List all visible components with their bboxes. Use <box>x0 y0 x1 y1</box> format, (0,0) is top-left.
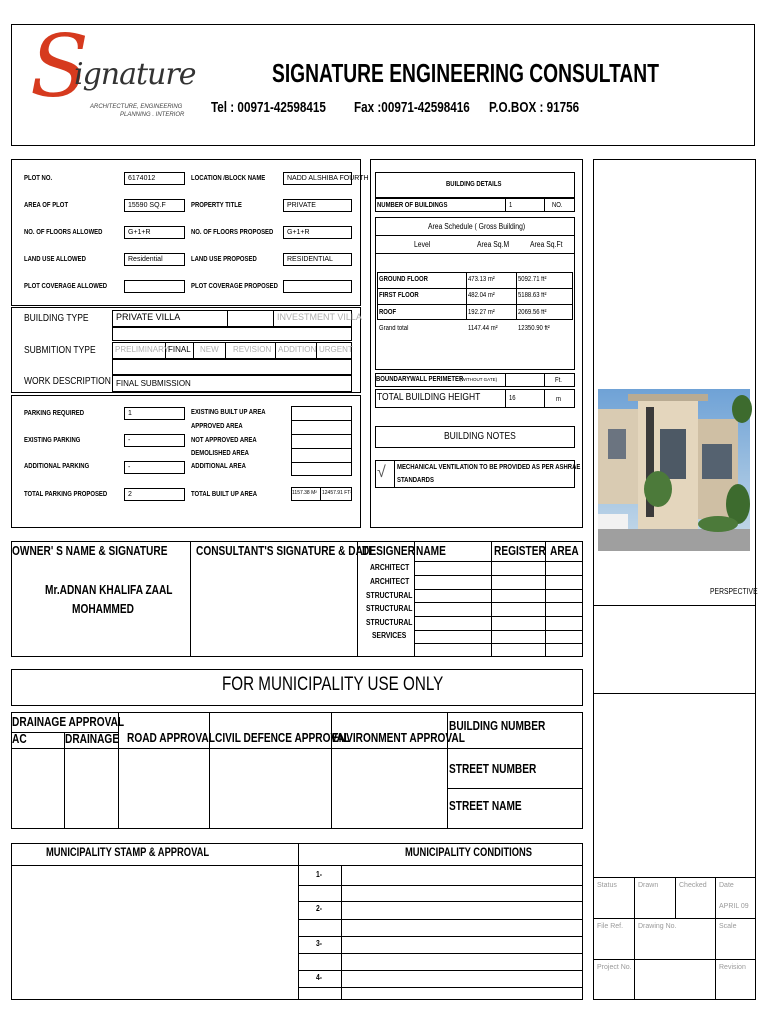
company-name: SIGNATURE ENGINEERING CONSULTANT <box>272 58 659 88</box>
tb-date-label: Date <box>719 882 734 889</box>
not-approved-area-label: NOT APPROVED AREA <box>191 437 257 444</box>
additional-parking-field: - <box>124 461 185 474</box>
building-details-title: BUILDING DETAILS <box>446 181 502 188</box>
street-name-label: STREET NAME <box>449 798 522 813</box>
signatures-panel <box>11 541 583 657</box>
right-column <box>593 159 756 1000</box>
location-label: LOCATION /BLOCK NAME <box>191 175 266 182</box>
logo-word: ignature <box>74 57 196 92</box>
grand-total-m: 1147.44 m² <box>468 325 498 332</box>
land-use-allowed-label: LAND USE ALLOWED <box>24 256 86 263</box>
tb-checked-label: Checked <box>679 882 707 889</box>
grand-total-label: Grand total <box>379 325 409 332</box>
floors-proposed-label: NO. OF FLOORS PROPOSED <box>191 229 274 236</box>
designer-role: SERVICES <box>372 631 407 640</box>
boundary-wall-unit: Ft. <box>555 377 562 384</box>
condition-number: 2- <box>316 904 323 913</box>
tb-drawn-label: Drawn <box>638 882 659 889</box>
designer-role: STRUCTURAL <box>366 604 413 613</box>
area-col-header: AREA <box>550 543 579 558</box>
demolished-area-label: DEMOLISHED AREA <box>191 450 249 457</box>
work-description-value: FINAL SUBMISSION <box>116 379 191 388</box>
municipality-stamp-label: MUNICIPALITY STAMP & APPROVAL <box>46 845 210 859</box>
coverage-proposed-label: PLOT COVERAGE PROPOSED <box>191 283 278 290</box>
owner-label: OWNER' S NAME & SIGNATURE <box>12 543 168 558</box>
property-title-field: PRIVATE <box>283 199 352 212</box>
floors-allowed-label: NO. OF FLOORS ALLOWED <box>24 229 103 236</box>
company-pobox: P.O.BOX : 91756 <box>489 99 580 116</box>
tb-drawing-no-label: Drawing No. <box>638 923 677 930</box>
existing-parking-field: - <box>124 434 185 447</box>
row-area-ft: 5188.63 ft² <box>518 292 547 299</box>
perspective-image <box>598 389 750 551</box>
parking-required-field: 1 <box>124 407 185 420</box>
owner-name-line-2: MOHAMMED <box>72 601 134 616</box>
row-area-m: 482.04 m² <box>468 292 495 299</box>
designer-role: STRUCTURAL <box>366 618 413 627</box>
col-area-sqft: Area Sq.Ft <box>530 240 563 249</box>
designer-role: ARCHITECT <box>370 577 410 586</box>
drainage-label: DRAINAGE <box>65 731 120 746</box>
note-line-2: STANDARDS <box>397 477 434 484</box>
tb-status-label: Status <box>597 882 617 889</box>
logo-tagline-2: PLANNING . INTERIOR <box>120 112 185 118</box>
num-buildings-unit: NO. <box>552 202 563 209</box>
tb-date-value: APRIL 09 <box>719 903 749 910</box>
condition-number: 4- <box>316 973 323 982</box>
condition-number: 1- <box>316 870 323 879</box>
plot-no-label: PLOT NO. <box>24 175 53 182</box>
building-type-label: BUILDING TYPE <box>24 313 89 324</box>
existing-parking-label: EXISTING PARKING <box>24 437 81 444</box>
tb-file-ref-label: File Ref. <box>597 923 624 930</box>
parking-required-label: PARKING REQUIRED <box>24 410 85 417</box>
ac-label: AC <box>12 731 27 746</box>
col-area-sqm: Area Sq.M <box>477 240 510 249</box>
num-buildings-label: NUMBER OF BUILDINGS <box>377 202 448 209</box>
environment-approval-label: ENVIRONMENT APPROVAL <box>332 730 465 745</box>
designer-col-header: DESIGNER <box>362 543 415 558</box>
row-level: FIRST FLOOR <box>379 292 419 299</box>
submission-type-label: SUBMITION TYPE <box>24 345 96 356</box>
condition-number: 3- <box>316 939 323 948</box>
row-area-ft: 5092.71 ft² <box>518 276 547 283</box>
floors-proposed-field: G+1+R <box>283 226 352 239</box>
approved-area-label: APPROVED AREA <box>191 423 243 430</box>
coverage-proposed-field <box>283 280 352 293</box>
area-of-plot-field: 15590 SQ.F <box>124 199 185 212</box>
area-of-plot-label: AREA OF PLOT <box>24 202 69 209</box>
municipality-conditions-label: MUNICIPALITY CONDITIONS <box>405 845 533 859</box>
submission-revision: REVISION <box>233 345 272 354</box>
designer-role: ARCHITECT <box>370 563 410 572</box>
additional-parking-label: ADDITIONAL PARKING <box>24 463 90 470</box>
row-level: ROOF <box>379 309 397 316</box>
total-parking-field: 2 <box>124 488 185 501</box>
building-height-value: 16 <box>509 395 516 402</box>
logo-tagline-1: ARCHITECTURE, ENGINEERING <box>90 104 183 110</box>
additional-area-label: ADDITIONAL AREA <box>191 463 246 470</box>
grand-total-ft: 12350.90 ft² <box>518 325 550 332</box>
submission-preliminary: PRELIMINARY <box>115 345 170 354</box>
building-type-other: INVESTMENT VILLA <box>277 312 362 322</box>
company-tel: Tel : 00971-42598415 <box>211 99 326 116</box>
building-notes-title: BUILDING NOTES <box>444 431 516 442</box>
civil-defence-label: CIVIL DEFENCE APPROVAL <box>215 730 351 745</box>
building-number-label: BUILDING NUMBER <box>449 718 546 733</box>
stamp-conditions-table <box>11 843 583 1000</box>
total-parking-label: TOTAL PARKING PROPOSED <box>24 491 108 498</box>
road-approval-label: ROAD APPROVAL <box>127 730 215 745</box>
location-field: NADD ALSHIBA FOURTH <box>283 172 352 185</box>
land-use-proposed-field: RESIDENTIAL <box>283 253 352 266</box>
tb-project-no-label: Project No. <box>597 964 632 971</box>
tb-revision-label: Revision <box>719 964 746 971</box>
tb-scale-label: Scale <box>719 923 737 930</box>
street-number-label: STREET NUMBER <box>449 761 537 776</box>
total-bua-ft: 12457.91 FT² <box>322 490 353 496</box>
check-icon: √ <box>377 464 386 481</box>
coverage-allowed-field <box>124 280 185 293</box>
plot-no-field: 6174012 <box>124 172 185 185</box>
logo-letter: S <box>30 17 89 117</box>
boundary-wall-note: (WITHOUT GATE) <box>460 377 498 382</box>
register-col-header: REGISTER <box>494 543 546 558</box>
name-col-header: NAME <box>416 543 446 558</box>
submission-final: FINAL <box>168 345 191 354</box>
land-use-proposed-label: LAND USE PROPOSED <box>191 256 257 263</box>
building-height-label: TOTAL BUILDING HEIGHT <box>377 392 481 403</box>
building-height-unit: m <box>556 396 561 403</box>
coverage-allowed-label: PLOT COVERAGE ALLOWED <box>24 283 108 290</box>
col-level: Level <box>414 240 431 249</box>
num-buildings-value: 1 <box>509 202 513 209</box>
row-level: GROUND FLOOR <box>379 276 428 283</box>
designer-role: STRUCTURAL <box>366 591 413 600</box>
total-bua-m: 1157.38 M² <box>292 490 317 496</box>
owner-name-line-1: Mr.ADNAN KHALIFA ZAAL <box>45 582 173 597</box>
floors-allowed-field: G+1+R <box>124 226 185 239</box>
company-fax: Fax :00971-42598416 <box>354 99 470 116</box>
row-area-m: 192.27 m² <box>468 309 495 316</box>
submission-addition: ADDITION <box>278 345 317 354</box>
building-type-selected: PRIVATE VILLA <box>116 312 181 322</box>
consultant-label: CONSULTANT'S SIGNATURE & DATE <box>196 543 376 558</box>
area-schedule-title: Area Schedule ( Gross Building) <box>428 222 526 231</box>
drainage-approval-label: DRAINAGE APPROVAL <box>12 714 125 729</box>
total-bua-label: TOTAL BUILT UP AREA <box>191 491 258 498</box>
submission-new: NEW <box>200 345 219 354</box>
work-description-label: WORK DESCRIPTION <box>24 376 111 387</box>
municipality-title: FOR MUNICIPALITY USE ONLY <box>222 674 444 695</box>
submission-urgent: URGENT <box>319 345 353 354</box>
company-logo <box>30 17 196 130</box>
row-area-ft: 2069.56 ft² <box>518 309 547 316</box>
existing-bua-label: EXISTING BUILT UP AREA <box>191 409 266 416</box>
boundary-wall-label: BOUNDARYWALL PERIMETER <box>376 376 464 383</box>
row-area-m: 473.13 m² <box>468 276 495 283</box>
property-title-label: PROPERTY TITLE <box>191 202 242 209</box>
perspective-label: PERSPECTIVE <box>710 587 758 596</box>
bua-column <box>291 406 352 476</box>
land-use-allowed-field: Residential <box>124 253 185 266</box>
note-line-1: MECHANICAL VENTILATION TO BE PROVIDED AS PER ASHRAE <box>397 464 581 471</box>
